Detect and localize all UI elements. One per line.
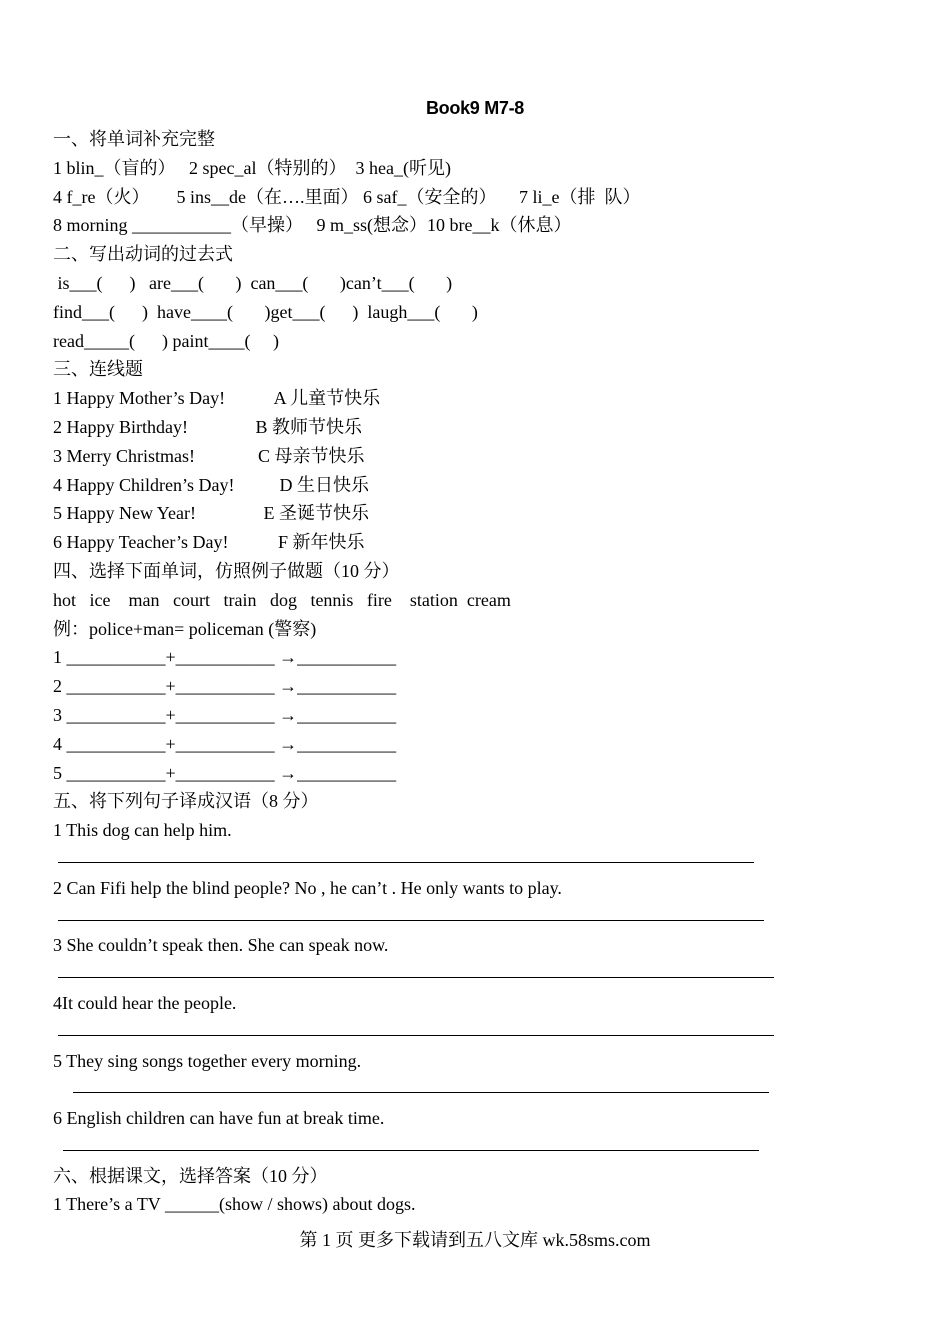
matching-line: 1 Happy Mother’s Day! A 儿童节快乐 [53, 388, 381, 409]
section-heading-3: 三、连线题 [53, 359, 143, 380]
section-heading-5: 五、将下列句子译成汉语（8 分） [53, 791, 319, 812]
answer-line-row [53, 1075, 913, 1104]
answer-line[interactable] [58, 977, 774, 978]
question-line: 4 f_re（火） 5 ins__de（在….里面） 6 saf_（安全的） 7 li_e（排 队） [53, 186, 641, 207]
matching-line: 4 Happy Children’s Day! D 生日快乐 [53, 474, 369, 495]
compound-blank-line: 5 ___________+___________ →___________ [53, 762, 397, 783]
question-line: 8 morning ___________（早操） 9 m_ss(想念）10 bre__k（休息） [53, 215, 572, 236]
answer-line-row [53, 845, 913, 874]
matching-line: 2 Happy Birthday! B 教师节快乐 [53, 416, 362, 437]
translation-sentence: 2 Can Fifi help the blind people? No , he can’t . He only wants to play. [53, 877, 562, 898]
compound-blank-line: 4 ___________+___________ →___________ [53, 733, 397, 754]
answer-line-row [53, 960, 913, 989]
question-line: is___( ) are___( ) can___( )can’t___( ) [53, 272, 453, 293]
translation-sentence: 5 They sing songs together every morning. [53, 1050, 362, 1071]
question-line: find___( ) have____( )get___( ) laugh___( ) [53, 301, 478, 322]
page-footer: 第 1 页 更多下载请到五八文库 wk.58sms.com [299, 1230, 651, 1250]
section-heading-6: 六、根据课文，选择答案（10 分） [53, 1165, 328, 1186]
page-title: Book9 M7-8 [425, 98, 525, 118]
section-heading-1: 一、将单词补充完整 [53, 129, 215, 149]
answer-line-row [53, 903, 913, 932]
question-line: 1 blin_（盲的） 2 spec_al（特别的） 3 hea_(听见) [53, 157, 451, 178]
translation-sentence: 1 This dog can help him. [53, 820, 232, 841]
answer-line[interactable] [58, 920, 764, 921]
question-line: 1 There’s a TV ______(show / shows) about dogs. [53, 1194, 416, 1215]
matching-line: 6 Happy Teacher’s Day! F 新年快乐 [53, 532, 365, 553]
question-line: read_____( ) paint____( ) [53, 330, 279, 351]
answer-line[interactable] [73, 1092, 769, 1093]
worksheet-body [53, 125, 913, 1219]
word-bank: hot ice man court train dog tennis fire station cream [53, 589, 511, 610]
matching-line: 3 Merry Christmas! C 母亲节快乐 [53, 445, 365, 466]
example-line: 例：police+man= policeman (警察) [53, 618, 317, 639]
compound-blank-line: 2 ___________+___________ →___________ [53, 676, 397, 697]
compound-blank-line: 1 ___________+___________ →___________ [53, 647, 397, 668]
section-heading-2: 二、写出动词的过去式 [53, 244, 233, 265]
answer-line[interactable] [58, 862, 754, 863]
answer-line[interactable] [58, 1035, 774, 1036]
translation-sentence: 4It could hear the people. [53, 992, 237, 1013]
translation-sentence: 3 She couldn’t speak then. She can speak now. [53, 935, 389, 956]
compound-blank-line: 3 ___________+___________ →___________ [53, 704, 397, 725]
matching-line: 5 Happy New Year! E 圣诞节快乐 [53, 503, 369, 524]
answer-line[interactable] [63, 1150, 759, 1151]
answer-line-row [53, 1018, 913, 1047]
section-heading-4: 四、选择下面单词，仿照例子做题（10 分） [53, 560, 400, 581]
translation-sentence: 6 English children can have fun at break time. [53, 1108, 385, 1129]
answer-line-row [53, 1133, 913, 1162]
